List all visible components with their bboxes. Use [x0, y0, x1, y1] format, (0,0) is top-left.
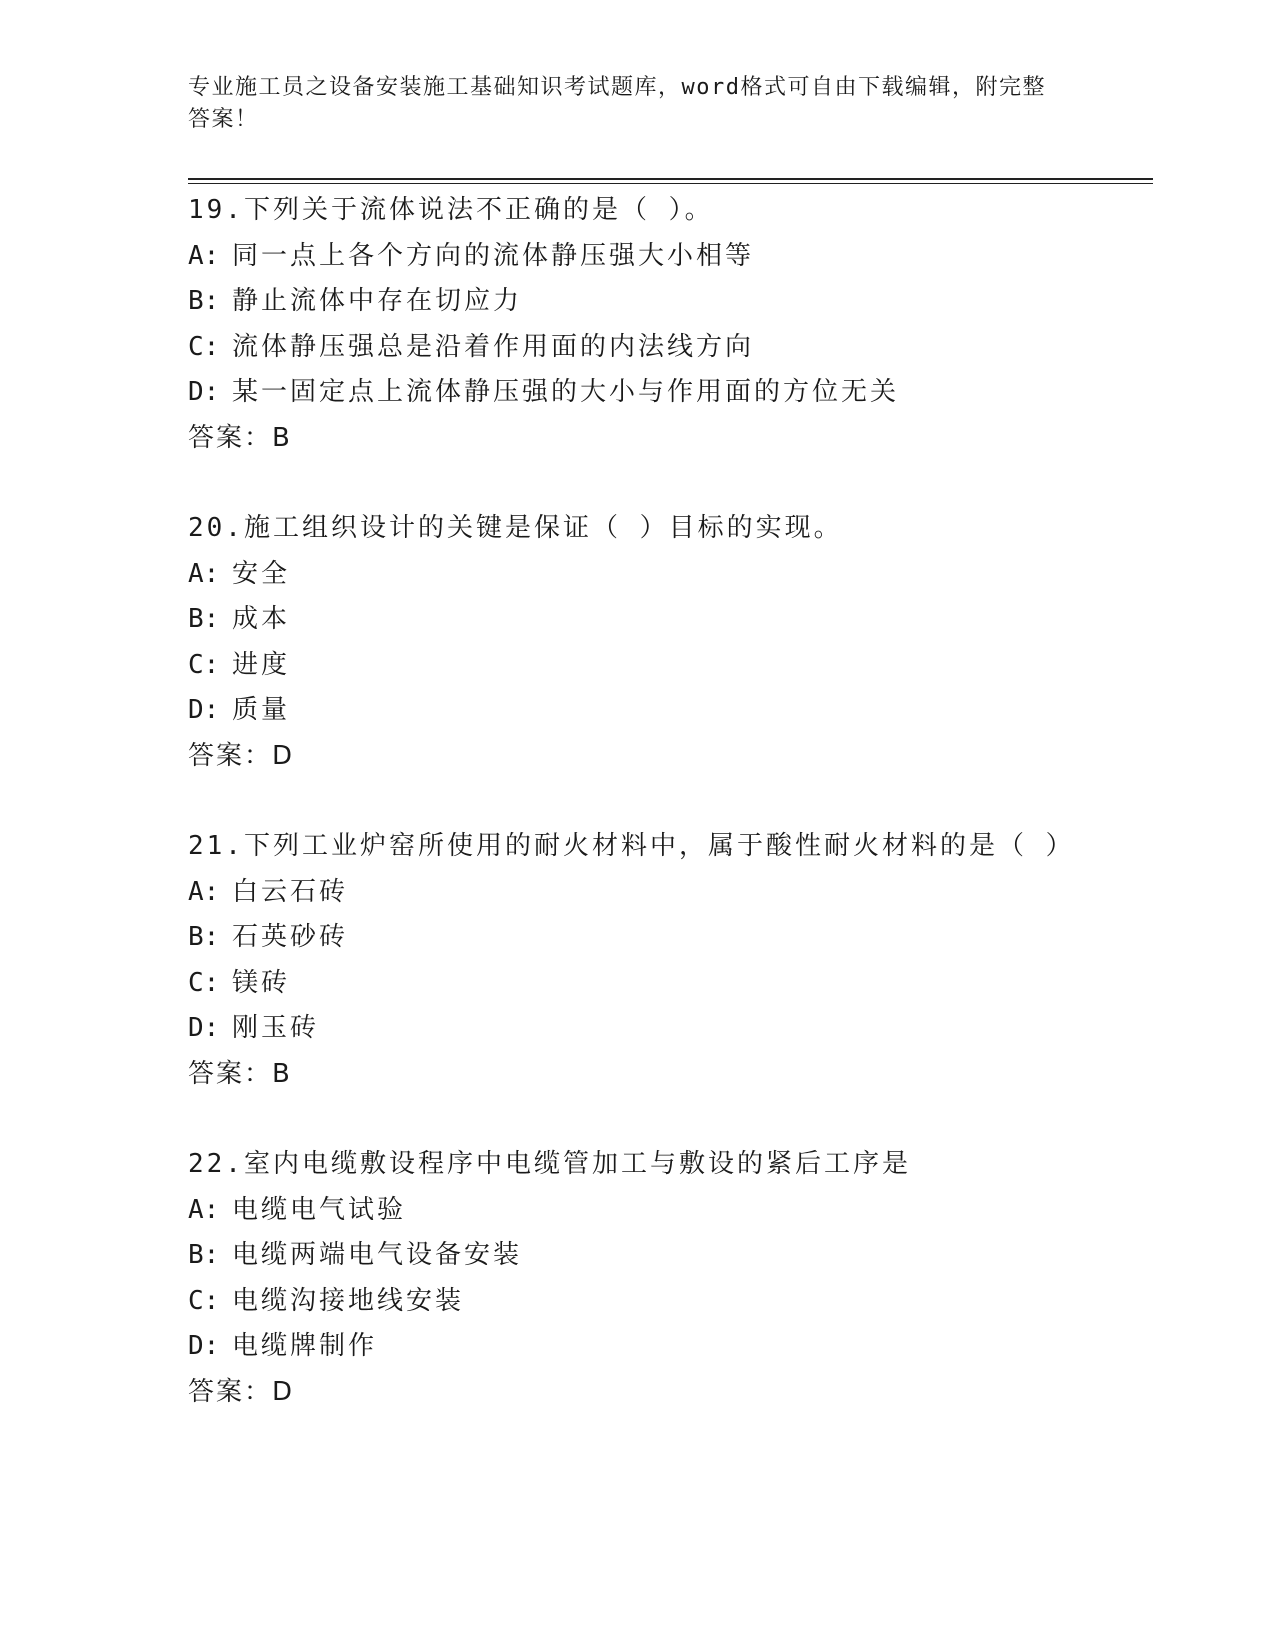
option-letter: C: [188, 967, 220, 998]
option-c [188, 961, 1148, 1007]
question-21 [188, 824, 1148, 1142]
option-letter: A: [188, 876, 220, 907]
option-c [188, 325, 1148, 371]
option-c [188, 1279, 1148, 1325]
option-text: 白云石砖 [232, 876, 349, 907]
option-text: 电缆两端电气设备安装 [232, 1240, 523, 1270]
option-text: 电缆沟接地线安装 [232, 1285, 465, 1316]
option-text: 某一固定点上流体静压强的大小与作用面的方位无关 [232, 377, 900, 407]
option-text: 进度 [232, 649, 291, 680]
question-stem: 22.室内电缆敷设程序中电缆管加工与敷设的紧后工序是 [188, 1149, 911, 1179]
question-22 [188, 1142, 1148, 1460]
answer: 答案：D [188, 1376, 295, 1407]
option-text: 质量 [232, 695, 291, 725]
option-a [188, 552, 1148, 598]
option-letter: D: [188, 1331, 220, 1361]
option-text: 电缆电气试验 [232, 1194, 407, 1225]
question-list [188, 188, 1148, 1460]
option-text: 石英砂砖 [232, 922, 349, 952]
option-text: 镁砖 [232, 967, 291, 998]
answer: 答案：D [188, 740, 295, 771]
option-letter: A: [188, 1194, 220, 1225]
option-letter: C: [188, 649, 220, 680]
question-19 [188, 188, 1148, 506]
option-text: 刚玉砖 [232, 1013, 320, 1043]
option-text: 安全 [232, 558, 291, 589]
document-header: 专业施工员之设备安装施工基础知识考试题库，word格式可自由下载编辑，附完整答案！ [188, 75, 1046, 132]
option-letter: A: [188, 240, 220, 271]
option-a [188, 234, 1148, 280]
option-letter: D: [188, 377, 220, 407]
option-text: 流体静压强总是沿着作用面的内法线方向 [232, 331, 755, 362]
option-b [188, 1233, 1148, 1279]
option-c [188, 643, 1148, 689]
answer: 答案：B [188, 422, 292, 453]
question-stem: 20.施工组织设计的关键是保证（ ）目标的实现。 [188, 513, 843, 543]
option-letter: B: [188, 922, 220, 952]
option-letter: C: [188, 331, 220, 362]
option-letter: A: [188, 558, 220, 589]
option-d [188, 688, 1148, 734]
option-letter: D: [188, 695, 220, 725]
option-letter: B: [188, 1240, 220, 1270]
question-stem: 19.下列关于流体说法不正确的是（ ）。 [188, 195, 714, 225]
option-d [188, 1006, 1148, 1052]
option-letter: B: [188, 604, 220, 634]
option-b [188, 597, 1148, 643]
option-text: 成本 [232, 604, 291, 634]
option-letter: B: [188, 286, 220, 316]
option-d [188, 370, 1148, 416]
option-text: 同一点上各个方向的流体静压强大小相等 [232, 240, 755, 271]
option-b [188, 279, 1148, 325]
option-letter: C: [188, 1285, 220, 1316]
option-a [188, 1188, 1148, 1234]
question-20 [188, 506, 1148, 824]
option-d [188, 1324, 1148, 1370]
header-divider [188, 178, 1153, 184]
option-text: 静止流体中存在切应力 [232, 286, 523, 316]
option-a [188, 870, 1148, 916]
option-letter: D: [188, 1013, 220, 1043]
option-text: 电缆牌制作 [232, 1331, 378, 1361]
question-stem: 21.下列工业炉窑所使用的耐火材料中，属于酸性耐火材料的是（ ） [188, 831, 1075, 861]
option-b [188, 915, 1148, 961]
answer: 答案：B [188, 1058, 292, 1089]
